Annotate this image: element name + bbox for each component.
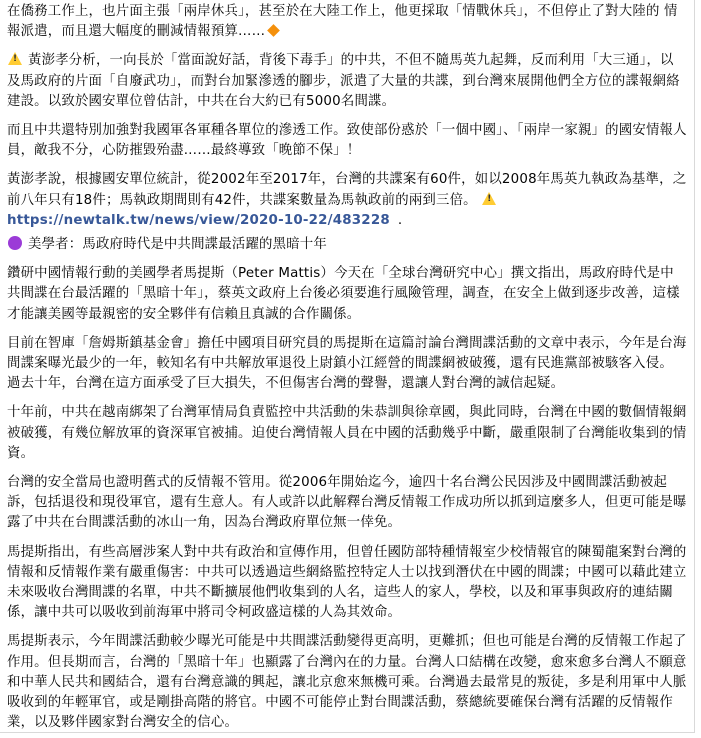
paragraph-7 <box>7 334 687 395</box>
link-trailing-dot: . <box>397 212 403 228</box>
paragraph-3-text: 而且中共還特別加強對我國軍各軍種各單位的滲透工作。致使部份惑於「一個中國」、「兩岸一家親」的國安情報人員，敵我不分，心防摧毀殆盡……最終導致「晚節不保」！ <box>7 123 687 159</box>
paragraph-11 <box>7 632 687 733</box>
paragraph-5 <box>7 235 687 255</box>
paragraph-10-text: 馬提斯指出，有些高層涉案人對中共有政治和宣傳作用，但曾任國防部特種情報室少校情報官的陳蜀龍案對台灣的情報和反情報作業有嚴重傷害：中共可以透過這些網絡監控特定人士以找到潛伏在中國的間諜；中國可以藉此建立未來吸收台灣間諜的名單，中共不斷擴展他們收集到的人名，這些人的家人，學校，以及和軍事與政府的連結關係，讓中共可以吸收到前海軍中將司令柯政盛這樣的人為其效命。 <box>7 544 687 621</box>
paragraph-1-text: 在僑務工作上，也片面主張「兩岸休兵」，甚至於在大陸工作上，他更採取「情戰休兵」，不但停止了對大陸的 情報派遣，而且還大幅度的刪減情報預算…… <box>7 4 678 40</box>
paragraph-11-text: 馬提斯表示，今年間諜活動較少曝光可能是中共間諜活動變得更高明，更難抓；但也可能是台灣的反情報工作起了作用。但長期而言，台灣的「黑暗十年」也顯露了台灣內在的力量。台灣人口結構在改變，愈來愈多台灣人不願意和中華人民共和國結合，還有台灣意識的興起，讓北京愈來無機可乘。台灣過去最常見的叛徒，多是利用軍中人脈吸收到的年輕軍官，或是剛掛高階的將官。中國不可能停止對台間諜活動，蔡總統要確保台灣有活躍的反情報作業，以及夥伴國家對台灣安全的信心。 <box>7 634 687 731</box>
warning-icon <box>482 192 496 205</box>
paragraph-8-text: 十年前，中共在越南綁架了台灣軍情局負責監控中共活動的朱恭訓與徐章國，與此同時，台灣在中國的數個情報網被破獲，有幾位解放軍的資深軍官被捕。迫使台灣情報人員在中國的活動幾乎中斷，嚴重限制了台灣能收集到的情資。 <box>7 405 687 461</box>
paragraph-4 <box>7 170 687 231</box>
paragraph-2-text: 黃澎孝分析，一向長於「當面說好話，背後下毒手」的中共，不但不隨馬英九起舞，反而利用「大三通」，以及馬政府的片面「自廢武功」，而對台加緊滲透的腳步，派遣了大量的共諜，到台灣來展開他們全方位的諜報網絡建設。以致於國安單位曾估計，中共在台大約已有5000名間諜。 <box>7 53 680 109</box>
paragraph-9 <box>7 473 687 534</box>
paragraph-4-text: 黃澎孝說，根據國安單位統計，從2002年至2017年，台灣的共諜案有60件，如以2008年馬英九執政為基準，之前八年只有18件；馬執政期間則有42件，共諜案數量為馬執政前的兩到三倍。 <box>7 172 687 208</box>
warning-icon <box>8 52 22 65</box>
news-link[interactable]: https://newtalk.tw/news/view/2020-10-22/483228 <box>7 212 390 228</box>
paragraph-8 <box>7 403 687 464</box>
paragraph-3 <box>7 121 687 161</box>
paragraph-10 <box>7 543 687 624</box>
paragraph-2 <box>7 51 687 112</box>
paragraph-1 <box>7 2 687 42</box>
paragraph-7a-text: 目前在智庫「詹姆斯鎮基金會」擔任中國項目研究員的馬提斯在這篇討論台灣間諜活動的文章中表示，今年是台海間諜案曝光最少的一年，較知名有中共解放軍退役上尉鎮小江經營的間諜網被破獲，還有民進黨部被駭客入侵。 <box>7 335 687 372</box>
paragraph-6 <box>7 264 687 325</box>
paragraph-5-text: 美學者：馬政府時代是中共間諜最活躍的黑暗十年 <box>28 237 327 253</box>
paragraph-7b-text: 過去十年，台灣在這方面承受了巨大損失，不但傷害台灣的聲譽，還讓人對台灣的誠信起疑。 <box>7 376 565 392</box>
orange-diamond-icon <box>267 24 280 37</box>
paragraph-6-text: 鑽研中國情報行動的美國學者馬提斯（Peter Mattis）今天在「全球台灣研究中心」撰文指出，馬政府時代是中共間諜在台最活躍的「黑暗十年」，蔡英文政府上台後必須要進行風險管理，調查，在安全上做到逐步改善，這樣才能讓美國等最親密的安全夥伴有信賴且真誠的合作關係。 <box>7 266 680 322</box>
paragraph-9-text: 台灣的安全當局也證明舊式的反情報不管用。從2006年開始迄今，逾四十名台灣公民因涉及中國間諜活動被起訴，包括退役和現役軍官，還有生意人。有人或許以此解釋台灣反情報工作成功所以抓到這麼多人，但更可能是曝露了中共在台間諜活動的冰山一角，因為台灣政府單位無一倖免。 <box>7 475 687 531</box>
purple-circle-icon <box>8 236 22 250</box>
post-body <box>7 2 687 733</box>
